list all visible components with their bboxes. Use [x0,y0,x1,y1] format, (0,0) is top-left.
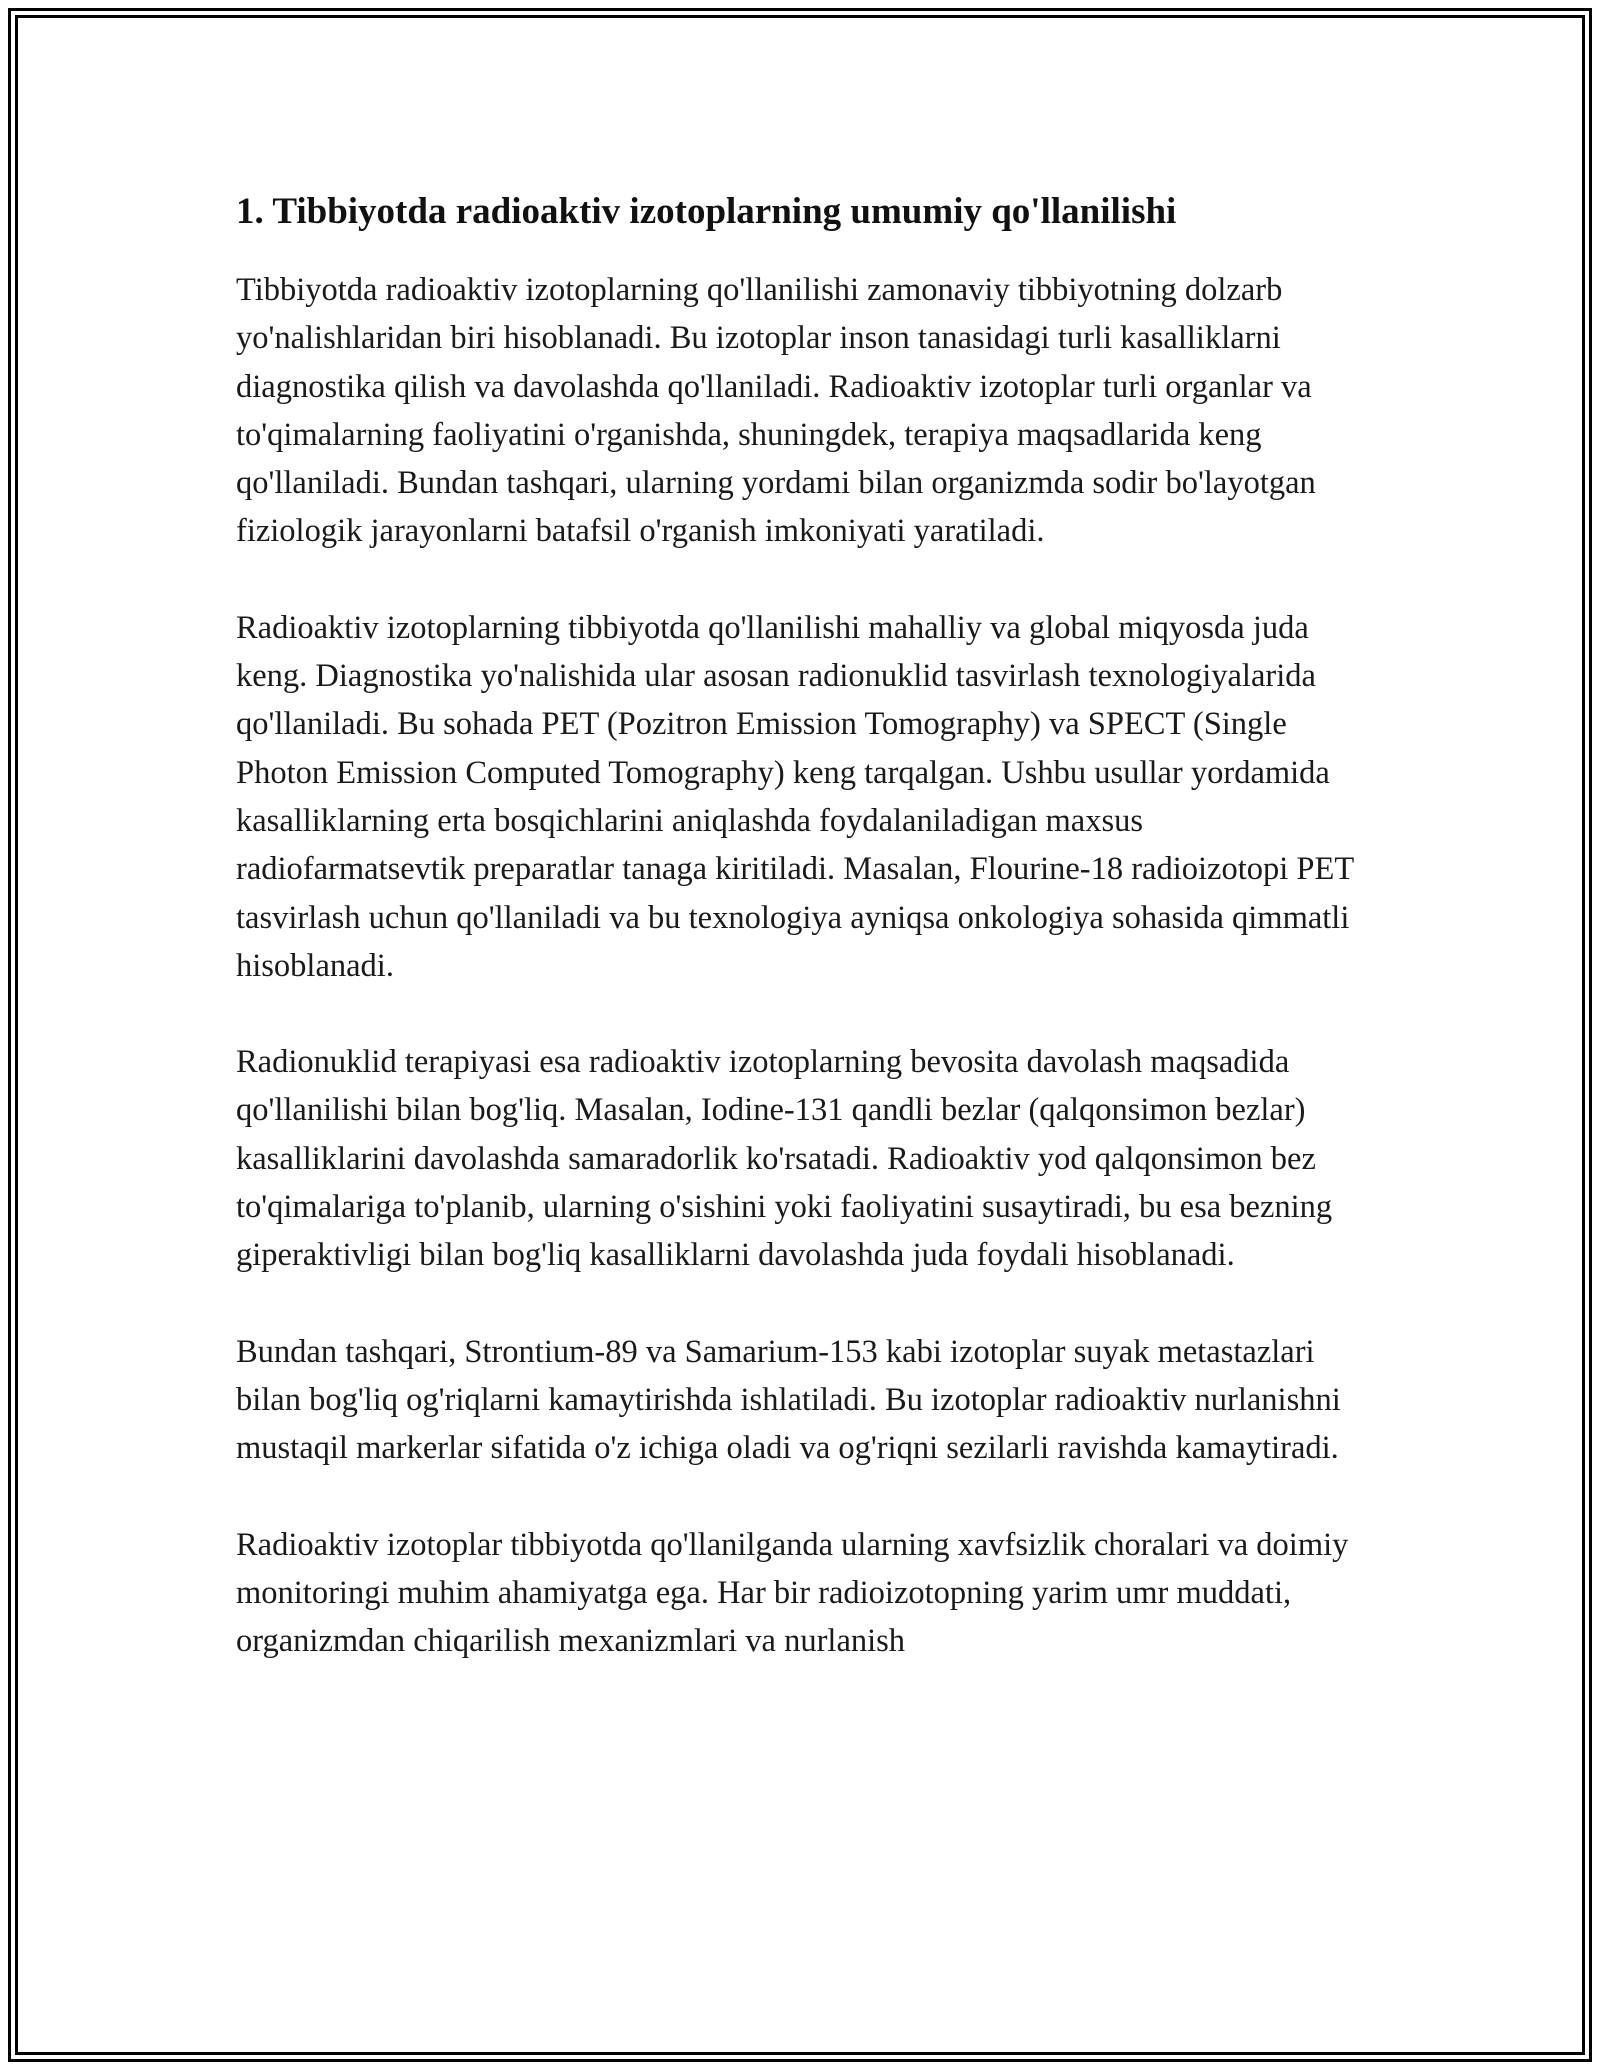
paragraph-bone-metastases: Bundan tashqari, Strontium-89 va Samarium-153 kabi izotoplar suyak metastazlari bilan bog'liq og'riqlarni kamaytirishda ishlatiladi. Bu izotoplar radioaktiv nurlanishni mustaqil markerlar sifatida o'z ichiga oladi va og'riqni sezilarli ravishda kamaytiradi. [236,1333,1341,1467]
section-heading: 1. Tibbiyotda radioaktiv izotoplarning umumiy qo'llanilishi [236,191,1177,232]
paragraph-diagnostics: Radioaktiv izotoplarning tibbiyotda qo'llanilishi mahalliy va global miqyosda juda keng. Diagnostika yo'nalishida ular asosan radionuklid tasvirlash texnologiyalarida qo'llaniladi. Bu sohada PET (Pozitron Emission Tomography) va SPECT (Single Photon Emission Computed Tomography) keng tarqalgan. Ushbu usullar yordamida kasalliklarning erta bosqichlarini aniqlashda foydalaniladigan maxsus radiofarmatsevtik preparatlar tanaga kiritiladi. Masalan, Flourine-18 radioizotopi PET tasvirlash uchun qo'llaniladi va bu texnologiya ayniqsa onkologiya sohasida qimmatli hisoblanadi. [236,609,1354,984]
paragraph-therapy: Radionuklid terapiyasi esa radioaktiv izotoplarning bevosita davolash maqsadida qo'llanilishi bilan bog'liq. Masalan, Iodine-131 qandli bezlar (qalqonsimon bezlar) kasalliklarini davolashda samaradorlik ko'rsatadi. Radioaktiv yod qalqonsimon bez to'qimalariga to'planib, ularning o'sishini yoki faoliyatini susaytiradi, bu esa bezning giperaktivligi bilan bog'liq kasalliklarni davolashda juda foydali hisoblanadi. [236,1044,1333,1274]
document-body [236,188,1376,1713]
paragraph-intro: Tibbiyotda radioaktiv izotoplarning qo'llanilishi zamonaviy tibbiyotning dolzarb yo'nalishlaridan biri hisoblanadi. Bu izotoplar inson tanasidagi turli kasalliklarni diagnostika qilish va davolashda qo'llaniladi. Radioaktiv izotoplar turli organlar va to'qimalarning faoliyatini o'rganishda, shuningdek, terapiya maqsadlarida keng qo'llaniladi. Bundan tashqari, ularning yordami bilan organizmda sodir bo'layotgan fiziologik jarayonlarni batafsil o'rganish imkoniyati yaratiladi. [236,272,1316,550]
paragraph-safety: Radioaktiv izotoplar tibbiyotda qo'llanilganda ularning xavfsizlik choralari va doimiy monitoringi muhim ahamiyatga ega. Har bir radioizotopning yarim umr muddati, organizmdan chiqarilish mexanizmlari va nurlanish [236,1526,1349,1660]
